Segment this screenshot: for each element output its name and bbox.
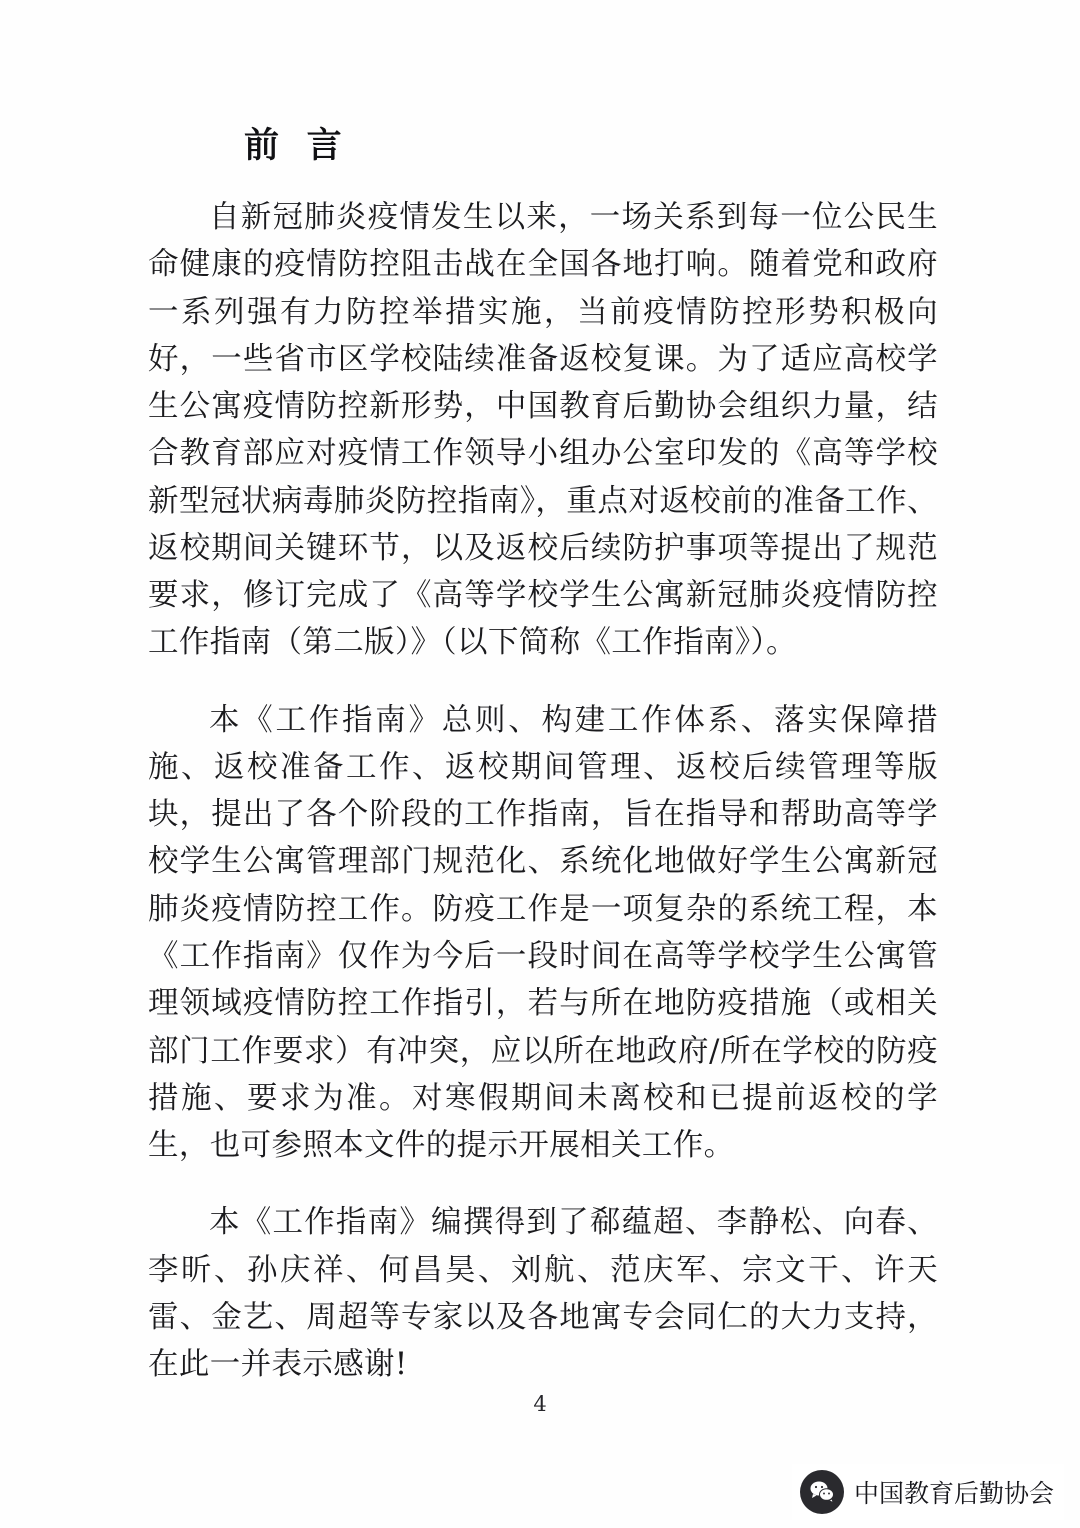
footer-watermark <box>792 1464 1064 1520</box>
paragraph-2: 本《工作指南》总则、构建工作体系、落实保障措施、返校准备工作、返校期间管理、返校后续管理等版块，提出了各个阶段的工作指南，旨在指导和帮助高等学校学生公寓管理部门规范化、系统化地做好学生公寓新冠肺炎疫情防控工作。防疫工作是一项复杂的系统工程，本《工作指南》仅作为今后一段时间在高等学校学生公寓管理领域疫情防控工作指引，若与所在地防疫措施（或相关部门工作要求）有冲突，应以所在地政府/所在学校的防疫措施、要求为准。对寒假期间未离校和已提前返校的学生，也可参照本文件的提示开展相关工作。 <box>148 702 938 1164</box>
paragraph-3: 本《工作指南》编撰得到了郗蕴超、李静松、向春、李昕、孙庆祥、何昌昊、刘航、范庆军、宗文干、许天雷、金艺、周超等专家以及各地寓专会同仁的大力支持，在此一并表示感谢! <box>148 1205 938 1383</box>
footer-organization-name: 中国教育后勤协会 <box>853 1479 1054 1508</box>
page-title: 前 言 <box>244 125 350 166</box>
paragraph-1: 自新冠肺炎疫情发生以来，一场关系到每一位公民生命健康的疫情防控阻击战在全国各地打响。随着党和政府一系列强有力防控举措实施，当前疫情防控形势积极向好，一些省市区学校陆续准备返校复课。为了适应高校学生公寓疫情防控新形势，中国教育后勤协会组织力量，结合教育部应对疫情工作领导小组办公室印发的《高等学校新型冠状病毒肺炎防控指南》，重点对返校前的准备工作、返校期间关键环节，以及返校后续防护事项等提出了规范要求，修订完成了《高等学校学生公寓新冠肺炎疫情防控工作指南（第二版）》（以下简称《工作指南》）。 <box>148 200 938 661</box>
page-number: 4 <box>533 1392 547 1416</box>
page-content <box>148 118 938 1388</box>
wechat-official-account-icon <box>800 1470 844 1514</box>
